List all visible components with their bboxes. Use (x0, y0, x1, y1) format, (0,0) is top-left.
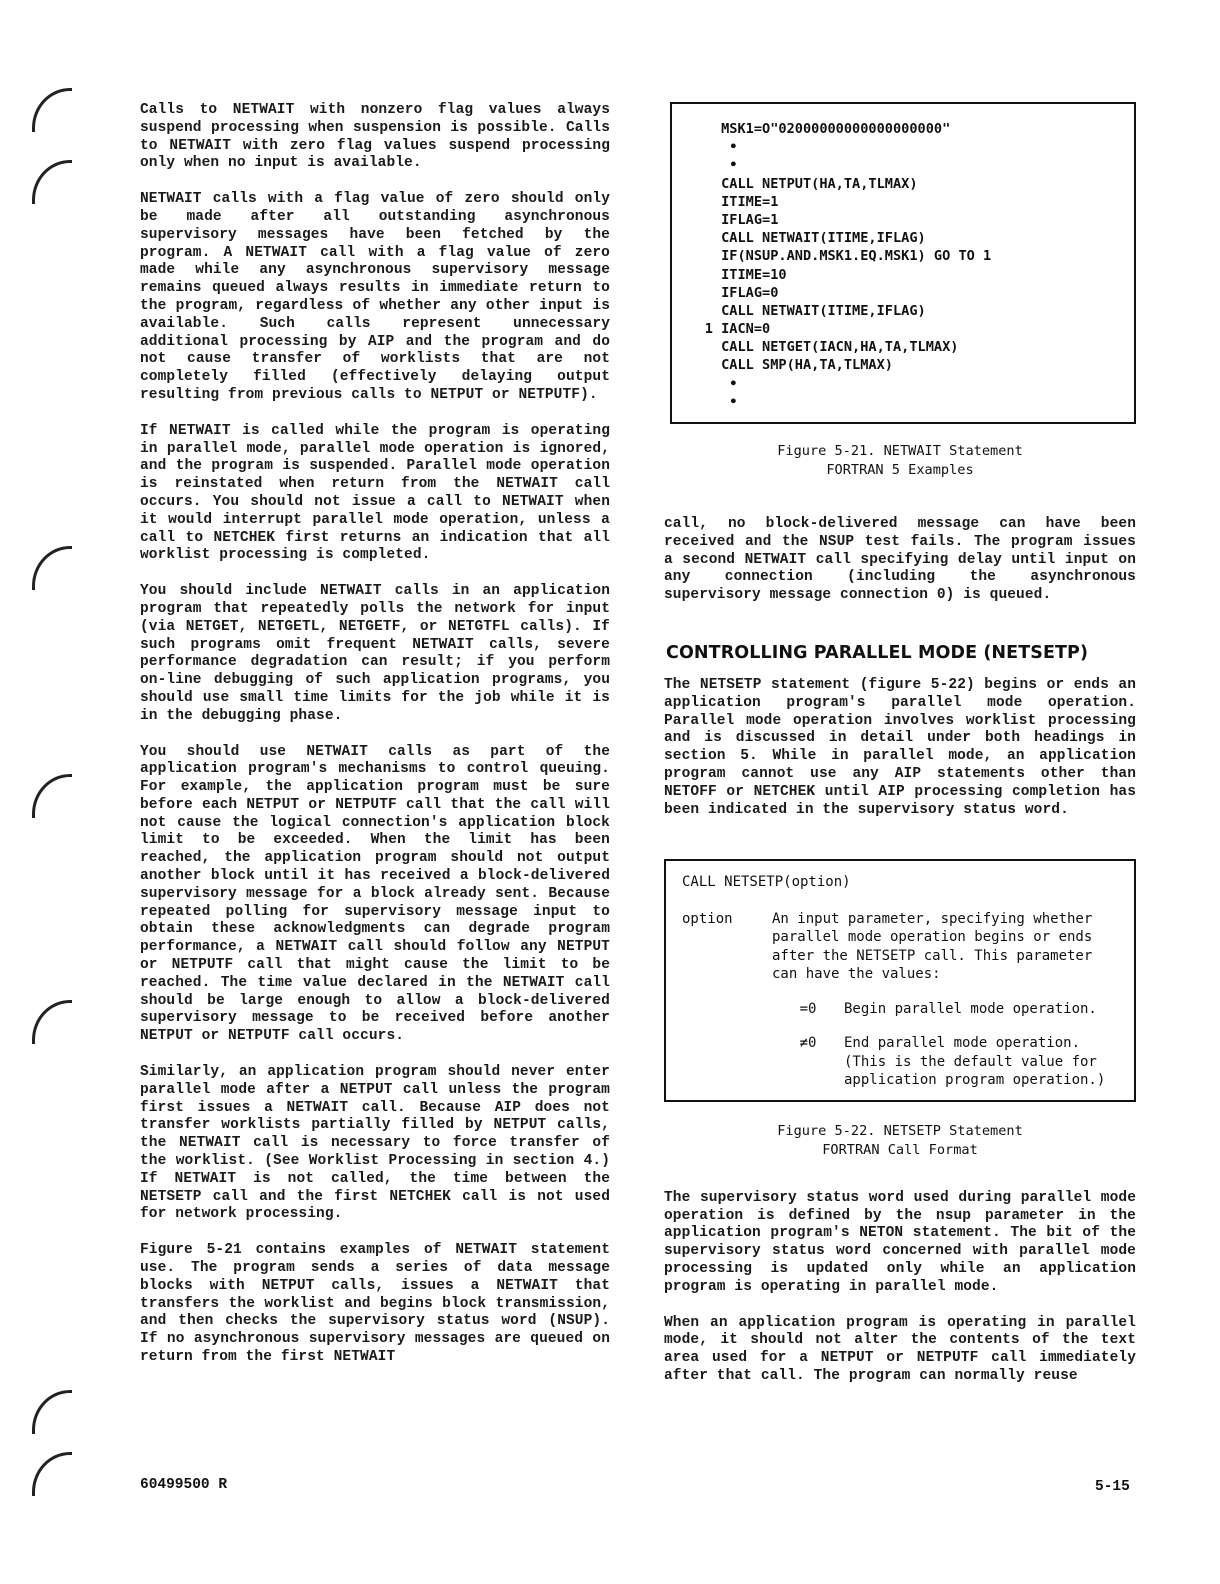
binder-hole-mark (32, 1000, 72, 1044)
binder-hole-mark (32, 1452, 72, 1496)
code-line: IFLAG=0 (672, 284, 779, 301)
figure-5-22-format-box (664, 859, 1136, 1102)
code-line: • (672, 139, 738, 156)
code-line: MSK1=O"02000000000000000000" (672, 121, 951, 137)
binder-hole-mark (32, 1390, 72, 1434)
caption-line: Figure 5-21. NETWAIT Statement (777, 443, 1023, 459)
code-line: CALL NETGET(IACN,HA,TA,TLMAX) (672, 339, 959, 356)
call-format: CALL NETSETP(option) (682, 874, 851, 891)
caption-line: FORTRAN 5 Examples (826, 462, 974, 478)
value-key: =0 (799, 1000, 817, 1017)
body-paragraph: Calls to NETWAIT with nonzero flag values always suspend processing when suspension is possible. Calls to NETWAIT with zero flag values suspend processing only when no input is available. (140, 102, 610, 172)
value-row (772, 1000, 1122, 1019)
value-text: End parallel mode operation. (This is the default value for application program operation.) (844, 1035, 1106, 1089)
parameter-row (682, 910, 1122, 1090)
code-line: 1 IACN=0 (672, 321, 771, 338)
code-line: ITIME=1 (672, 193, 779, 210)
binder-hole-mark (32, 546, 72, 590)
body-paragraph: Figure 5-21 contains examples of NETWAIT statement use. The program sends a series of data message blocks with NETPUT calls, issues a NETWAIT that transfers the worklist and begins block transmission, and then checks the supervisory status word (NSUP). If no asynchronous supervisory messages are queued on return from the first NETWAIT (140, 1242, 610, 1365)
caption-line: Figure 5-22. NETSETP Statement (777, 1122, 1023, 1139)
code-line: • (672, 375, 738, 392)
page-number: 5-15 (1095, 1479, 1130, 1495)
caption-line: FORTRAN Call Format (822, 1141, 978, 1158)
value-text: Begin parallel mode operation. (844, 1000, 1097, 1017)
body-paragraph: call, no block-delivered message can have been received and the NSUP test fails. The program issues a second NETWAIT call specifying delay until input on any connection (including the asynchronous supervisory message connection 0) is queued. (664, 516, 1136, 604)
body-paragraph: You should include NETWAIT calls in an application program that repeatedly polls the network for input (via NETGET, NETGETL, NETGETF, or NETGTFL calls). If such programs omit frequent NETWAIT calls, severe performance degradation can result; if you perform on-line debugging of such application programs, you should use small time limits for the job while it is in the debugging phase. (140, 583, 610, 724)
document-number: 60499500 R (140, 1477, 228, 1493)
left-column (140, 102, 610, 1385)
code-line: CALL NETWAIT(ITIME,IFLAG) (672, 302, 926, 319)
binder-hole-mark (32, 160, 72, 204)
body-paragraph: The NETSETP statement (figure 5-22) begins or ends an application program's parallel mode operation. Parallel mode operation involves worklist processing and is discussed in detail under both headings in section 5. While in parallel mode, an application program cannot use any AIP statements other than NETOFF or NETCHEK until AIP processing completion has been indicated in the supervisory status word. (664, 676, 1136, 818)
body-paragraph: Similarly, an application program should never enter parallel mode after a NETPUT call unless the program first issues a NETWAIT call. Because AIP does not transfer worklists partially filled by NETPUT calls, the NETWAIT call is necessary to force transfer of the worklist. (See Worklist Processing in section 4.) If NETWAIT is not called, the time between the NETSETP call and the first NETCHEK call is not used for network processing. (140, 1064, 610, 1223)
code-line: IFLAG=1 (672, 211, 779, 228)
parameter-description (772, 910, 1122, 1090)
figure-5-21-code-box (670, 102, 1136, 424)
value-key: ≠0 (799, 1035, 817, 1052)
right-column (664, 102, 1136, 1404)
code-line: • (672, 393, 738, 410)
figure-5-22-caption (664, 1122, 1136, 1160)
binder-hole-mark (32, 88, 72, 132)
code-line: CALL NETPUT(HA,TA,TLMAX) (672, 175, 918, 192)
body-paragraph: If NETWAIT is called while the program is operating in parallel mode, parallel mode operation is ignored, and the program is suspended. Parallel mode operation is reinstated when return from the NETWAIT call occurs. You should not issue a call to NETWAIT when it would interrupt parallel mode operation, unless a call to NETCHEK first returns an indication that all worklist processing is completed. (140, 422, 610, 564)
body-paragraph: The supervisory status word used during parallel mode operation is defined by the nsup parameter in the application program's NETON statement. The bit of the supervisory status word concerned with parallel mode processing is updated only while an application program is operating in parallel mode. (664, 1189, 1136, 1295)
code-line: CALL SMP(HA,TA,TLMAX) (672, 357, 893, 374)
code-line: • (672, 157, 738, 174)
code-line: CALL NETWAIT(ITIME,IFLAG) (672, 230, 926, 247)
figure-5-21-caption (664, 442, 1136, 480)
code-line: IF(NSUP.AND.MSK1.EQ.MSK1) GO TO 1 (672, 248, 992, 265)
body-paragraph: You should use NETWAIT calls as part of the application program's mechanisms to control queuing. For example, the application program must be sure before each NETPUT or NETPUTF call that the call will not cause the logical connection's application block limit to be exceeded. When the limit has been reached, the application program should not output another block until it has received a block-delivered supervisory message for a block already sent. Because repeated polling for supervisory message input to obtain these acknowledgments can degrade program performance, a NETWAIT call should follow any NETPUT or NETPUTF call that might cause the limit to be reached. The time value declared in the NETWAIT call should be large enough to allow a block-delivered supervisory message to be received before another NETPUT or NETPUTF call occurs. (140, 743, 610, 1045)
parameter-description-text: An input parameter, specifying whether parallel mode operation begins or ends after the NETSETP call. This parameter can have the values: (772, 910, 1093, 983)
binder-hole-mark (32, 774, 72, 818)
code-line: ITIME=10 (672, 266, 787, 283)
section-heading: CONTROLLING PARALLEL MODE (NETSETP) (666, 642, 1089, 663)
value-row (772, 1034, 1122, 1090)
parameter-name: option (682, 910, 733, 927)
body-paragraph: NETWAIT calls with a flag value of zero should only be made after all outstanding asynchronous supervisory messages have been fetched by the program. A NETWAIT call with a flag value of zero made while any asynchronous supervisory message remains queued always results in immediate return to the program, regardless of whether any other input is available. Such calls represent unnecessary additional processing by AIP and the program and do not cause transfer of worklists that are not completely filled (effectively delaying output resulting from previous calls to NETPUT or NETPUTF). (140, 191, 610, 403)
body-paragraph: When an application program is operating in parallel mode, it should not alter the contents of the text area used for a NETPUT or NETPUTF call immediately after that call. The program can normally reuse (664, 1314, 1136, 1385)
